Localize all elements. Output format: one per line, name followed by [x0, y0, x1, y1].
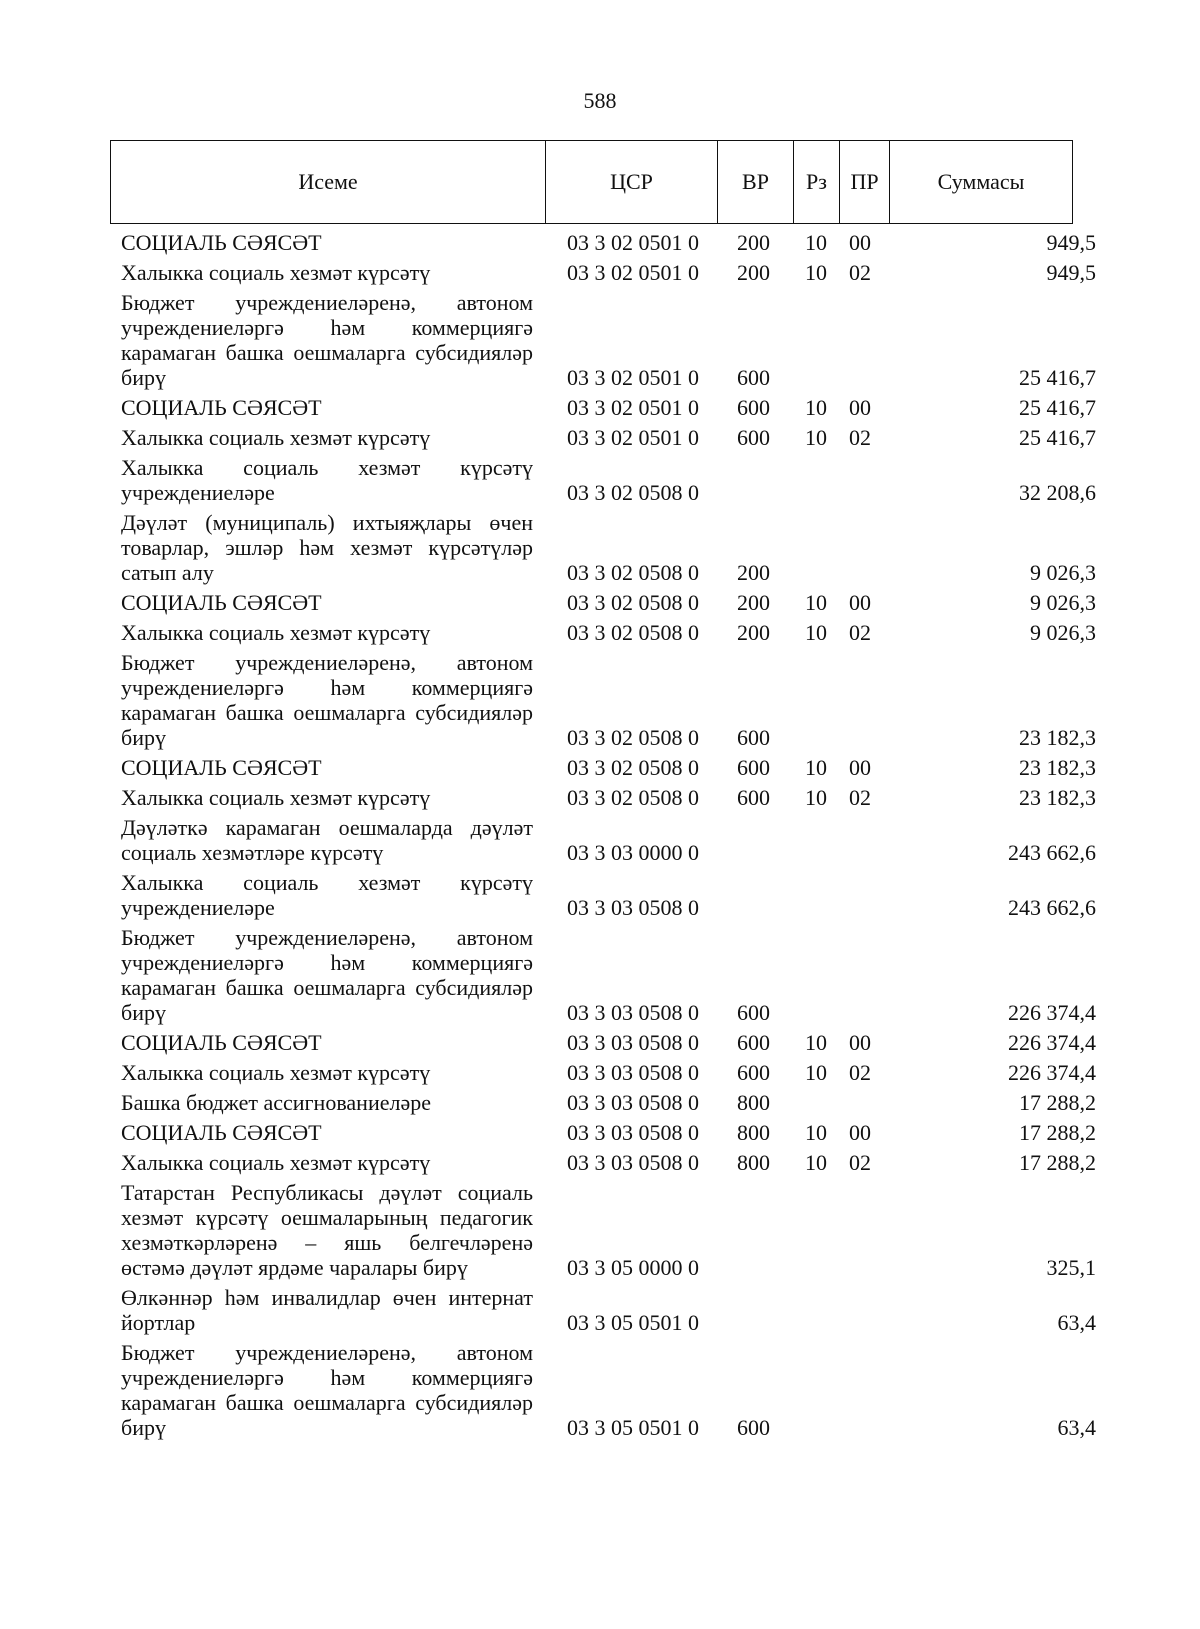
cell-name: Халыкка социаль хезмәт күрсәтү [121, 620, 431, 645]
cell-pr [839, 285, 889, 390]
cell-csr: 03 3 02 0508 0 [567, 620, 699, 645]
cell-pr [839, 505, 889, 585]
cell-name: Халыкка социаль хезмәт күрсәтү [121, 260, 431, 285]
cell-rz: 10 [805, 230, 827, 255]
table-row [111, 285, 1106, 390]
cell-pr: 02 [849, 425, 871, 450]
header-sum: Суммасы [890, 141, 1073, 224]
cell-csr: 03 3 02 0501 0 [567, 365, 699, 390]
cell-vr: 200 [737, 560, 770, 585]
cell-name: Татарстан Республикасы дәүләт социаль хезмәт күрсәтү оешмаларының педагогик хезмәткәрләренә – яшь белгечләренә өстәмә дәүләт ярдәме чаралары бирү [121, 1180, 533, 1280]
cell-pr: 02 [849, 1150, 871, 1175]
table-row [111, 1055, 1106, 1085]
cell-vr: 600 [737, 1000, 770, 1025]
cell-sum: 226 374,4 [1008, 1000, 1096, 1025]
cell-vr: 600 [737, 425, 770, 450]
cell-vr: 600 [737, 785, 770, 810]
cell-csr: 03 3 03 0508 0 [567, 1090, 699, 1115]
cell-name: Халыкка социаль хезмәт күрсәтү учреждениеләре [121, 455, 533, 505]
cell-vr: 200 [737, 590, 770, 615]
cell-rz [793, 505, 839, 585]
cell-vr [717, 450, 793, 505]
budget-table [111, 225, 1106, 1440]
header-rz: Рз [794, 141, 840, 224]
cell-pr: 00 [849, 590, 871, 615]
cell-vr [717, 810, 793, 865]
cell-vr: 800 [737, 1150, 770, 1175]
cell-rz [793, 1085, 839, 1115]
cell-csr: 03 3 02 0501 0 [567, 395, 699, 420]
cell-vr: 200 [737, 230, 770, 255]
cell-name: Өлкәннәр һәм инвалидлар өчен интернат йортлар [121, 1285, 533, 1335]
cell-vr: 200 [737, 260, 770, 285]
table-row [111, 1115, 1106, 1145]
cell-vr: 600 [737, 755, 770, 780]
cell-rz [793, 645, 839, 750]
cell-csr: 03 3 03 0508 0 [567, 1120, 699, 1145]
cell-sum: 325,1 [1046, 1255, 1096, 1280]
cell-sum: 25 416,7 [1019, 365, 1096, 390]
cell-name: Халыкка социаль хезмәт күрсәтү [121, 425, 431, 450]
cell-csr: 03 3 02 0508 0 [567, 590, 699, 615]
budget-table-body [111, 225, 1106, 1440]
cell-name: Дәүләткә карамаган оешмаларда дәүләт социаль хезмәтләре күрсәтү [121, 815, 533, 865]
cell-rz: 10 [805, 1030, 827, 1055]
cell-csr: 03 3 05 0501 0 [567, 1415, 699, 1440]
cell-name: Халыкка социаль хезмәт күрсәтү [121, 1150, 431, 1175]
table-row [111, 1280, 1106, 1335]
cell-rz: 10 [805, 1060, 827, 1085]
cell-pr: 02 [849, 260, 871, 285]
cell-vr: 600 [737, 1060, 770, 1085]
cell-name: Бюджет учреждениеләренә, автоном учреждениеләргә һәм коммерциягә карамаган башка оешмаларга субсидияләр бирү [121, 650, 533, 750]
table-row [111, 1085, 1106, 1115]
cell-rz [793, 810, 839, 865]
cell-sum: 32 208,6 [1019, 480, 1096, 505]
cell-sum: 949,5 [1046, 230, 1096, 255]
cell-pr [839, 1280, 889, 1335]
cell-vr: 200 [737, 620, 770, 645]
cell-sum: 226 374,4 [1008, 1030, 1096, 1055]
cell-sum: 17 288,2 [1019, 1120, 1096, 1145]
cell-rz: 10 [805, 590, 827, 615]
cell-vr: 800 [737, 1120, 770, 1145]
cell-vr [717, 1280, 793, 1335]
table-row [111, 255, 1106, 285]
cell-rz: 10 [805, 755, 827, 780]
cell-sum: 23 182,3 [1019, 725, 1096, 750]
cell-csr: 03 3 03 0508 0 [567, 1000, 699, 1025]
cell-csr: 03 3 05 0000 0 [567, 1255, 699, 1280]
cell-name: СОЦИАЛЬ СӘЯСӘТ [121, 590, 322, 615]
cell-sum: 9 026,3 [1030, 620, 1096, 645]
cell-csr: 03 3 03 0508 0 [567, 1030, 699, 1055]
cell-rz: 10 [805, 620, 827, 645]
cell-name: Халыкка социаль хезмәт күрсәтү [121, 1060, 431, 1085]
table-row [111, 750, 1106, 780]
cell-sum: 63,4 [1057, 1310, 1096, 1335]
cell-sum: 226 374,4 [1008, 1060, 1096, 1085]
cell-pr: 02 [849, 1060, 871, 1085]
cell-pr: 00 [849, 1030, 871, 1055]
cell-sum: 949,5 [1046, 260, 1096, 285]
cell-csr: 03 3 02 0508 0 [567, 480, 699, 505]
cell-sum: 17 288,2 [1019, 1090, 1096, 1115]
cell-sum: 243 662,6 [1008, 840, 1096, 865]
cell-pr [839, 810, 889, 865]
cell-csr: 03 3 02 0508 0 [567, 785, 699, 810]
cell-vr: 600 [737, 725, 770, 750]
cell-name: СОЦИАЛЬ СӘЯСӘТ [121, 1030, 322, 1055]
cell-csr: 03 3 05 0501 0 [567, 1310, 699, 1335]
table-row [111, 390, 1106, 420]
cell-sum: 63,4 [1057, 1415, 1096, 1440]
cell-rz: 10 [805, 1150, 827, 1175]
cell-csr: 03 3 02 0501 0 [567, 425, 699, 450]
cell-vr [717, 1175, 793, 1280]
cell-csr: 03 3 03 0508 0 [567, 895, 699, 920]
cell-csr: 03 3 02 0508 0 [567, 725, 699, 750]
table-row [111, 645, 1106, 750]
cell-name: СОЦИАЛЬ СӘЯСӘТ [121, 1120, 322, 1145]
cell-rz: 10 [805, 260, 827, 285]
cell-csr: 03 3 03 0508 0 [567, 1150, 699, 1175]
cell-vr: 600 [737, 1030, 770, 1055]
cell-name: Башка бюджет ассигнованиеләре [121, 1090, 431, 1115]
header-row [111, 141, 1073, 224]
cell-sum: 243 662,6 [1008, 895, 1096, 920]
cell-name: Халыкка социаль хезмәт күрсәтү [121, 785, 431, 810]
cell-pr [839, 1175, 889, 1280]
cell-csr: 03 3 02 0508 0 [567, 755, 699, 780]
cell-vr: 600 [737, 365, 770, 390]
cell-pr: 00 [849, 395, 871, 420]
cell-name: Бюджет учреждениеләренә, автоном учреждениеләргә һәм коммерциягә карамаган башка оешмаларга субсидияләр бирү [121, 290, 533, 390]
table-row [111, 1145, 1106, 1175]
table-row [111, 505, 1106, 585]
header-pr: ПР [840, 141, 890, 224]
table-row [111, 1335, 1106, 1440]
table-row [111, 1025, 1106, 1055]
header-name: Исеме [111, 141, 546, 224]
cell-vr: 600 [737, 395, 770, 420]
cell-pr [839, 645, 889, 750]
cell-pr: 00 [849, 1120, 871, 1145]
cell-pr: 02 [849, 785, 871, 810]
cell-csr: 03 3 02 0501 0 [567, 230, 699, 255]
cell-pr [839, 1085, 889, 1115]
cell-rz: 10 [805, 395, 827, 420]
cell-pr: 02 [849, 620, 871, 645]
cell-csr: 03 3 02 0508 0 [567, 560, 699, 585]
cell-rz [793, 450, 839, 505]
cell-pr [839, 920, 889, 1025]
cell-rz [793, 285, 839, 390]
header-vr: ВР [718, 141, 794, 224]
header-csr: ЦСР [546, 141, 718, 224]
cell-sum: 25 416,7 [1019, 425, 1096, 450]
table-row [111, 810, 1106, 865]
table-row [111, 865, 1106, 920]
cell-rz [793, 865, 839, 920]
table-row [111, 420, 1106, 450]
cell-vr: 600 [737, 1415, 770, 1440]
cell-vr: 800 [737, 1090, 770, 1115]
table-row [111, 225, 1106, 255]
cell-rz [793, 1335, 839, 1440]
cell-pr: 00 [849, 755, 871, 780]
cell-name: Халыкка социаль хезмәт күрсәтү учреждениеләре [121, 870, 533, 920]
table-row [111, 1175, 1106, 1280]
cell-csr: 03 3 02 0501 0 [567, 260, 699, 285]
cell-sum: 25 416,7 [1019, 395, 1096, 420]
cell-name: СОЦИАЛЬ СӘЯСӘТ [121, 230, 322, 255]
cell-sum: 9 026,3 [1030, 560, 1096, 585]
cell-csr: 03 3 03 0000 0 [567, 840, 699, 865]
cell-sum: 23 182,3 [1019, 755, 1096, 780]
page-number: 588 [583, 88, 617, 113]
cell-sum: 23 182,3 [1019, 785, 1096, 810]
table-row [111, 780, 1106, 810]
cell-pr [839, 865, 889, 920]
cell-rz [793, 1175, 839, 1280]
cell-rz [793, 1280, 839, 1335]
cell-rz: 10 [805, 425, 827, 450]
cell-rz: 10 [805, 785, 827, 810]
table-row [111, 585, 1106, 615]
cell-pr: 00 [849, 230, 871, 255]
cell-name: Дәүләт (муниципаль) ихтыяҗлары өчен товарлар, эшләр һәм хезмәт күрсәтүләр сатып алу [121, 510, 533, 585]
cell-csr: 03 3 03 0508 0 [567, 1060, 699, 1085]
table-row [111, 615, 1106, 645]
cell-rz: 10 [805, 1120, 827, 1145]
cell-name: Бюджет учреждениеләренә, автоном учреждениеләргә һәм коммерциягә карамаган башка оешмаларга субсидияләр бирү [121, 1340, 533, 1440]
cell-rz [793, 920, 839, 1025]
cell-name: Бюджет учреждениеләренә, автоном учреждениеләргә һәм коммерциягә карамаган башка оешмаларга субсидияләр бирү [121, 925, 533, 1025]
table-header [110, 140, 1073, 224]
cell-pr [839, 450, 889, 505]
cell-vr [717, 865, 793, 920]
cell-pr [839, 1335, 889, 1440]
table-row [111, 920, 1106, 1025]
cell-name: СОЦИАЛЬ СӘЯСӘТ [121, 755, 322, 780]
cell-sum: 17 288,2 [1019, 1150, 1096, 1175]
table-row [111, 450, 1106, 505]
cell-name: СОЦИАЛЬ СӘЯСӘТ [121, 395, 322, 420]
cell-sum: 9 026,3 [1030, 590, 1096, 615]
